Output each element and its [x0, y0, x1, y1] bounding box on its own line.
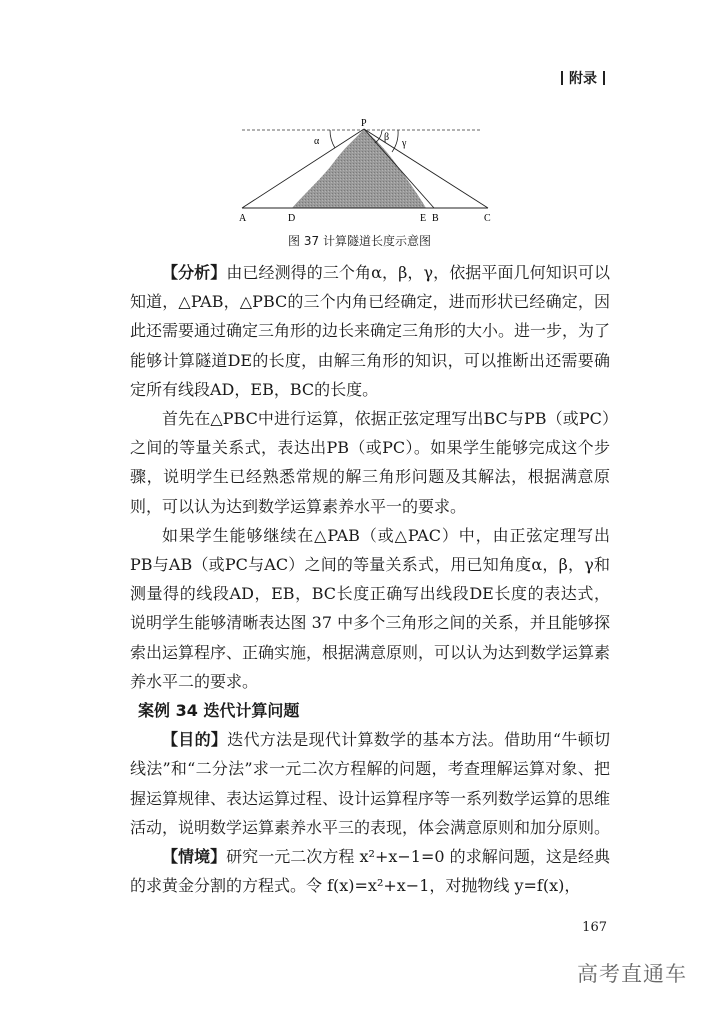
label-E: E [420, 213, 427, 224]
situation-text: 研究一元二次方程 x²+x−1=0 的求解问题，这是经典的求黄金分割的方程式。令 f(x)=x²+x−1，对抛物线 y=f(x)， [130, 847, 610, 896]
paragraph-purpose [130, 725, 610, 842]
label-C: C [484, 213, 491, 224]
angle-alpha-arc [330, 130, 335, 148]
label-B: B [432, 213, 439, 224]
page-number: 167 [582, 920, 607, 935]
tag-purpose: 【目的】 [162, 730, 228, 750]
watermark: 高考直通车 [577, 962, 687, 986]
label-A: A [239, 213, 247, 224]
label-beta: β [384, 132, 390, 143]
label-D: D [288, 213, 296, 224]
label-gamma: γ [402, 138, 407, 149]
label-P: P [361, 118, 367, 129]
label-alpha: α [314, 136, 320, 147]
running-header [555, 68, 611, 88]
header-bar-right [603, 71, 605, 85]
paragraph-analysis [130, 258, 610, 404]
case-title: 案例 34 迭代计算问题 [138, 701, 300, 721]
paragraph-3: 如果学生能够继续在△PAB（或△PAC）中，由正弦定理写出PB与AB（或PC与AC）之间的等量关系式，用已知角度α，β，γ和测量得的线段AD，EB，BC长度正确写出线段DE长度的表达式，说明学生能够清晰表达图 37 中多个三角形之间的关系，并且能够探索出运算程序、正确实施，根据满意原则，可以认为达到数学运算素养水平二的要求。 [130, 525, 611, 691]
purpose-text: 迭代方法是现代计算数学的基本方法。借助用“牛顿切线法”和“二分法”求一元二次方程解的问题，考查理解运算对象、把握运算规律、表达运算过程、设计运算程序等一系列数学运算的思维活动，说明数学运算素养水平三的表现，体会满意原则和加分原则。 [130, 730, 611, 837]
figure-caption: 图 37 计算隧道长度示意图 [288, 234, 431, 248]
analysis-text: 由已经测得的三个角α，β，γ，依据平面几何知识可以知道，△PAB，△PBC的三个内角已经确定，进而形状已经确定，因此还需要通过确定三角形的边长来确定三角形的大小。进一步，为了能够计算隧道DE的长度，由解三角形的知识，可以推断出还需要确定所有线段AD，EB，BC的长度。 [130, 263, 611, 399]
body-text [130, 258, 610, 900]
tag-situation: 【情境】 [162, 847, 227, 867]
tunnel-figure [230, 118, 490, 232]
tag-analysis: 【分析】 [162, 263, 227, 282]
tunnel-diagram [230, 118, 490, 228]
header-section: 附录 [569, 71, 597, 87]
paragraph-2: 首先在△PBC中进行运算，依据正弦定理写出BC与PB（或PC）之间的等量关系式，表达出PB（或PC）。如果学生能够完成这个步骤，说明学生已经熟悉常规的解三角形问题及其解法，根据满意原则，可以认为达到数学运算素养水平一的要求。 [130, 409, 610, 516]
header-bar-left [561, 71, 563, 85]
paragraph-situation [130, 842, 610, 900]
